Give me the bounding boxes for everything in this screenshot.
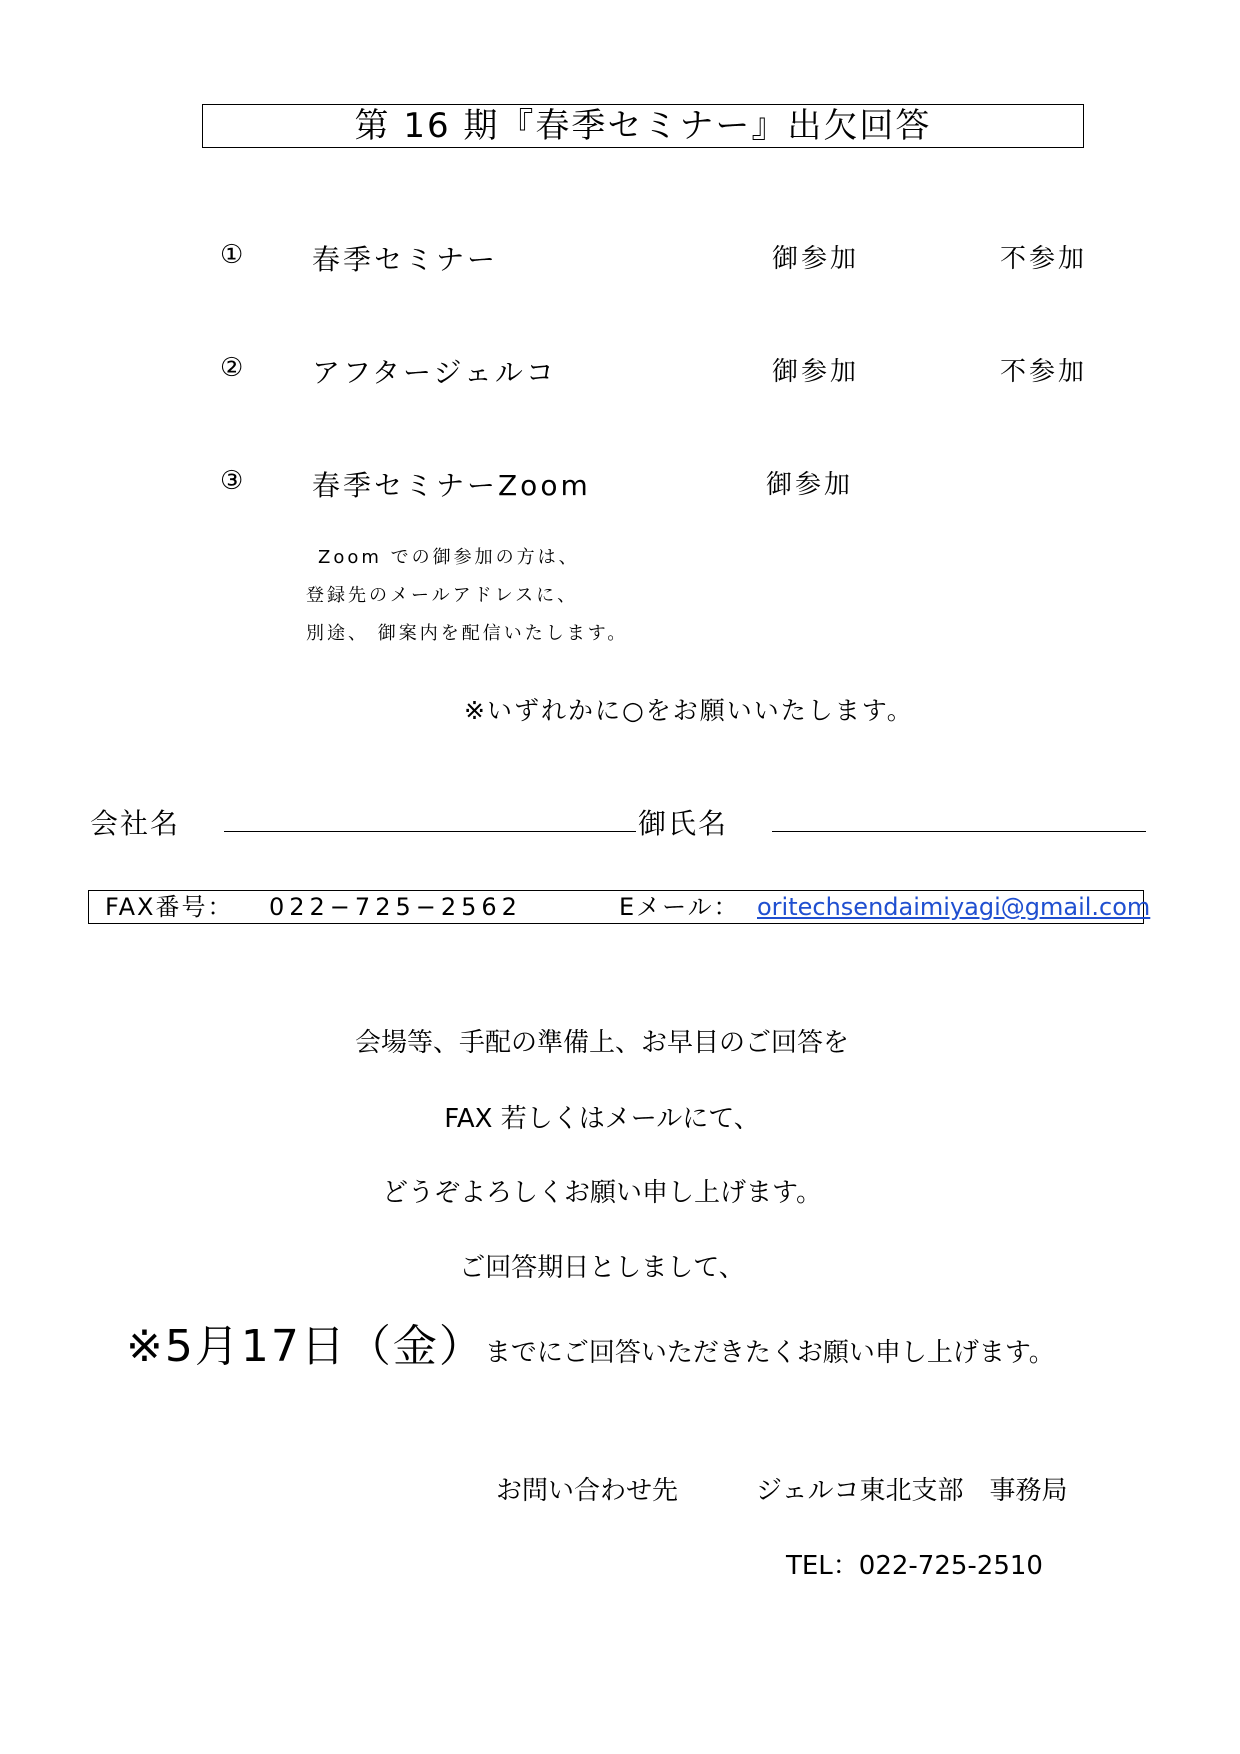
fax-label: FAX番号： [105,893,234,921]
email-label: Eメール： [619,893,740,921]
deadline [126,1310,1055,1374]
option-2-name: アフタージェルコ [312,356,557,389]
page-title: 第 16 期『春季セミナー』出欠回答 [202,104,1084,148]
contact-box [88,890,1151,924]
message-line-3: どうぞよろしくお願い申し上げます。 [382,1178,822,1208]
zoom-note-line-2: 登録先のメールアドレスに、 [306,585,579,606]
fax-number: 022−725−2562 [269,893,522,921]
option-1-number: ① [220,240,244,270]
option-3-name: 春季セミナーZoom [312,469,591,502]
inquiry-tel: TEL：022-725-2510 [786,1551,1043,1581]
message-line-2: FAX 若しくはメールにて、 [444,1104,760,1134]
company-label: 会社名 [90,807,181,840]
option-2-number: ② [220,353,244,383]
inquiry-label: お問い合わせ先 [496,1476,679,1506]
deadline-date: ※5月17日（金） [126,1321,485,1372]
inquiry-org: ジェルコ東北支部 事務局 [756,1476,1068,1506]
option-1-absent[interactable]: 不参加 [1000,244,1088,274]
option-3-attend[interactable]: 御参加 [766,470,854,500]
message-line-1: 会場等、手配の準備上、お早目のご回答を [354,1028,849,1058]
name-field[interactable] [772,803,1146,832]
zoom-note-line-1: Zoom での御参加の方は、 [318,547,580,568]
option-1-attend[interactable]: 御参加 [772,244,860,274]
option-2-attend[interactable]: 御参加 [772,357,860,387]
zoom-note-line-3: 別途、 御案内を配信いたします。 [306,623,629,644]
option-3-number: ③ [220,466,244,496]
deadline-text: までにご回答いただきたくお願い申し上げます。 [484,1338,1055,1368]
company-field[interactable] [224,803,636,832]
message-line-4: ご回答期日としまして、 [459,1253,745,1283]
email-link[interactable]: oritechsendaimiyagi@gmail.com [757,893,1151,921]
option-1-name: 春季セミナー [312,243,499,276]
option-2-absent[interactable]: 不参加 [1000,357,1088,387]
circle-request: ※いずれかに○をお願いいたします。 [464,696,914,725]
name-label: 御氏名 [638,807,729,840]
